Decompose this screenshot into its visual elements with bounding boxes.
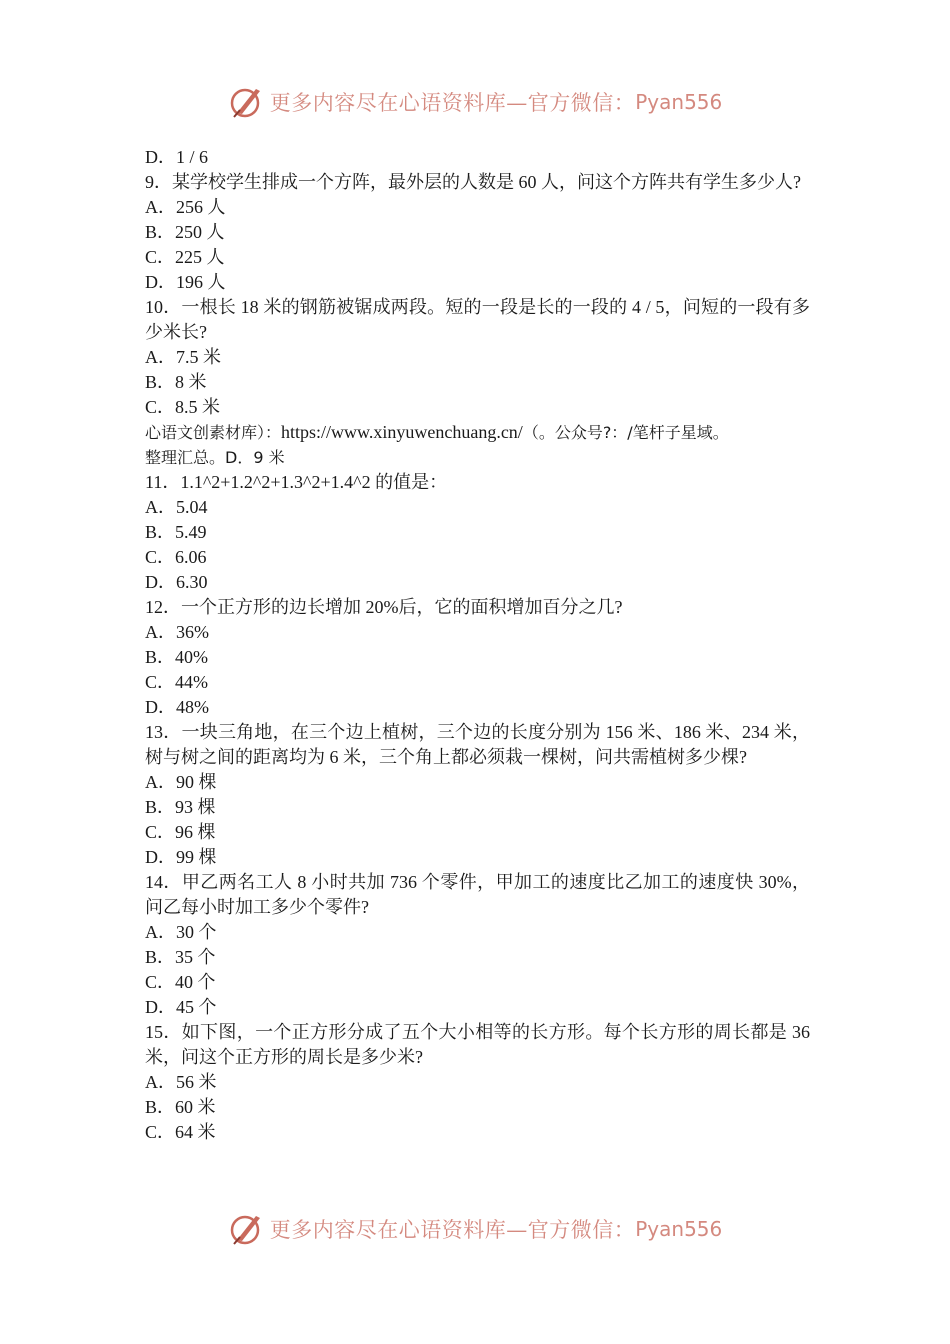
question-13: 13．一块三角地，在三个边上植树，三个边的长度分别为 156 米、186 米、234 米，树与树之间的距离均为 6 米，三个角上都必须栽一棵树，问共需植树多少棵? bbox=[145, 722, 810, 767]
option-line: C．44% bbox=[145, 672, 208, 692]
option-line: B．5.49 bbox=[145, 522, 207, 542]
option-line: B．35 个 bbox=[145, 947, 216, 967]
option-line: D．45 个 bbox=[145, 997, 217, 1017]
option-line: A．256 人 bbox=[145, 197, 226, 217]
option-line: A．5.04 bbox=[145, 497, 208, 517]
banner-wechat-id: Pyan556 bbox=[635, 1217, 723, 1241]
option-line: C．225 人 bbox=[145, 247, 225, 267]
option-line: C．64 米 bbox=[145, 1122, 216, 1142]
question-9: 9．某学校学生排成一个方阵，最外层的人数是 60 人，问这个方阵共有学生多少人? bbox=[145, 172, 801, 192]
option-line: B．60 米 bbox=[145, 1097, 216, 1117]
option-line: A．7.5 米 bbox=[145, 347, 221, 367]
quill-logo-icon bbox=[228, 1210, 266, 1248]
option-line: C．40 个 bbox=[145, 972, 216, 992]
option-line: A．36% bbox=[145, 622, 209, 642]
option-line: D．48% bbox=[145, 697, 209, 717]
option-line: D．1 / 6 bbox=[145, 147, 208, 167]
option-line: B．93 棵 bbox=[145, 797, 216, 817]
option-line: B．40% bbox=[145, 647, 208, 667]
option-line: C．96 棵 bbox=[145, 822, 216, 842]
banner-wechat-id: Pyan556 bbox=[635, 90, 723, 114]
option-line: D．6.30 bbox=[145, 572, 208, 592]
source-note-continued: 整理汇总。D．9 米 bbox=[145, 448, 285, 467]
option-line: B．8 米 bbox=[145, 372, 207, 392]
header-watermark-banner bbox=[0, 82, 950, 122]
option-line: C．8.5 米 bbox=[145, 397, 221, 417]
source-note bbox=[145, 420, 810, 445]
banner-text: 更多内容尽在心语资料库—官方微信： bbox=[269, 1218, 636, 1242]
document-body bbox=[145, 145, 810, 1145]
question-12: 12．一个正方形的边长增加 20%后，它的面积增加百分之几? bbox=[145, 597, 623, 617]
option-line: D．99 棵 bbox=[145, 847, 217, 867]
question-11: 11．1.1^2+1.2^2+1.3^2+1.4^2 的值是： bbox=[145, 472, 448, 492]
banner-text: 更多内容尽在心语资料库—官方微信： bbox=[269, 91, 636, 115]
option-line: A．30 个 bbox=[145, 922, 217, 942]
source-note-label: 心语文创素材库）： bbox=[145, 423, 282, 442]
option-line: A．56 米 bbox=[145, 1072, 217, 1092]
question-14: 14．甲乙两名工人 8 小时共加 736 个零件，甲加工的速度比乙加工的速度快 30%，问乙每小时加工多少个零件? bbox=[145, 872, 810, 917]
option-line: D．196 人 bbox=[145, 272, 226, 292]
question-10: 10．一根长 18 米的钢筋被锯成两段。短的一段是长的一段的 4 / 5，问短的一段有多少米长? bbox=[145, 297, 810, 342]
option-line: C．6.06 bbox=[145, 547, 207, 567]
source-url-link[interactable]: https://www.xinyuwenchuang.cn/ bbox=[281, 422, 523, 442]
option-line: A．90 棵 bbox=[145, 772, 217, 792]
source-note-suffix: （。公众号?：/笔杆子星域。 bbox=[522, 423, 729, 442]
footer-watermark-banner bbox=[0, 1209, 950, 1249]
question-15: 15．如下图，一个正方形分成了五个大小相等的长方形。每个长方形的周长都是 36 米，问这个正方形的周长是多少米? bbox=[145, 1022, 810, 1067]
option-line: B．250 人 bbox=[145, 222, 225, 242]
quill-logo-icon bbox=[228, 83, 266, 121]
